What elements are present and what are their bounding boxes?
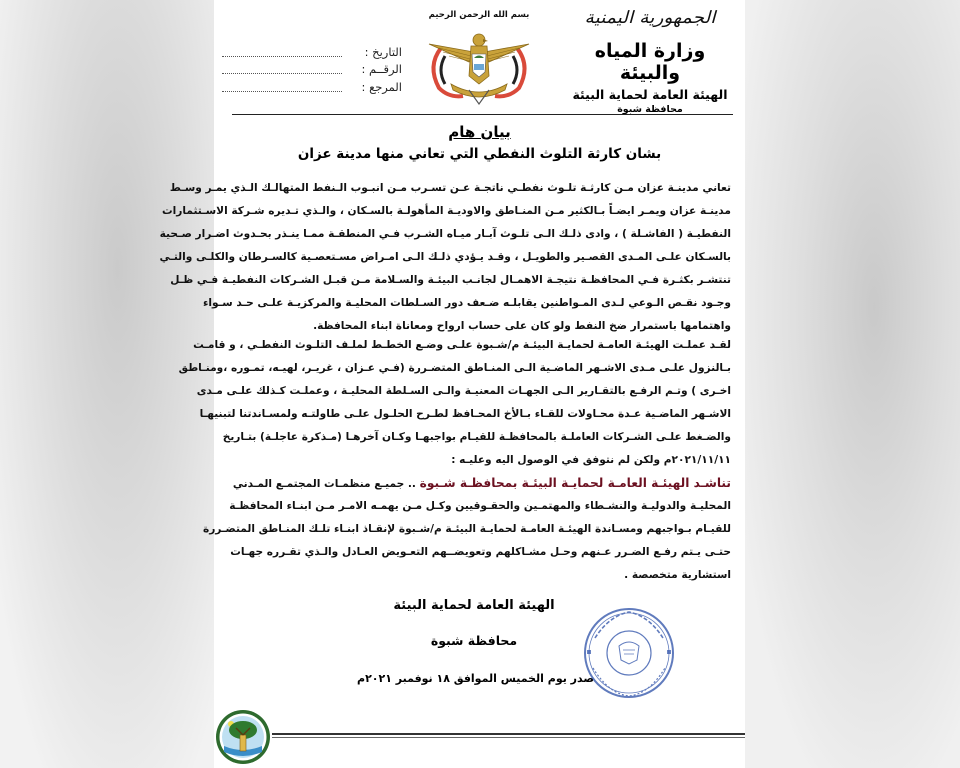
- header-divider: [232, 114, 733, 115]
- paragraph-line: بالسـكان علـى المـدى القصـير والطويـل ، وقـد يـؤدي ذلـك الـى امـراض مسـتعصـية كالسـرطان والكلـى والتـي: [159, 251, 731, 263]
- paragraph-line: للقيـام بـواجبهم ومسـاندة الهيئـة العامـة لحمايـة البيئـة م/شـبوة لإنقـاذ ابنـاء تلـك المنـاطق المتضـررة: [202, 523, 731, 535]
- paragraph-line: مدينـة عزان ويمـر ايضـاً بـالكثير مـن المنـاطق والاوديـة المأهولـة بالسـكان ، والـذي تـديره شـركة الاسـتثمارات: [162, 205, 731, 217]
- paragraph-3: [202, 472, 731, 587]
- document-subtitle: بشان كارثة التلوث النفطي التي تعاني منها مدينة عزان: [297, 146, 662, 162]
- document-title: [214, 123, 745, 141]
- reference-field[interactable]: [222, 78, 402, 96]
- paragraph-line: واهتمامها باستمرار ضخ النفط ولو كان على حساب ارواح ومعاناة ابناء المحافظة.: [313, 320, 731, 332]
- basmala: بسم الله الرحمن الرحيم: [428, 10, 530, 20]
- paragraph-line: لقـد عملـت الهيئـة العامـة لحمايـة البيئـة م/شـبوة علـى وضـع الخطـط لملـف التلـوث النفطـي ، و قامـت: [193, 339, 731, 351]
- appeal-rest: .. جميـع منظمـات المجتمـع المـدني: [232, 478, 420, 490]
- paragraph-line: استشارية متخصصة .: [624, 569, 731, 581]
- number-label: الرقــم :: [361, 62, 402, 77]
- ministry-name: وزارة المياه والبيئة: [594, 40, 706, 84]
- issue-date: صدر يوم الخميس الموافق ١٨ نوفمبر ٢٠٢١م: [357, 672, 594, 685]
- official-stamp-icon: [579, 598, 679, 708]
- signature-governorate: محافظة شبوة: [430, 633, 518, 648]
- date-label: التاريخ :: [364, 44, 402, 59]
- date-field[interactable]: [222, 43, 402, 61]
- paragraph-line: وجـود نقـص الـوعي لـدى المـواطنين يقابلـه ضـعف دور السـلطات المحليـة والمركزيـة علـى حـد سـواء: [202, 297, 731, 309]
- footer-divider-thin: [272, 737, 745, 738]
- paragraph-line: ٢٠٢١/١١/١١م ولكن لم نتوفق في الوصول اليه وعليـه :: [451, 454, 731, 466]
- governorate-name: محافظة شبوة: [617, 104, 683, 115]
- paragraph-1: [159, 177, 731, 338]
- yemen-eagle-emblem-icon: [419, 26, 539, 106]
- republic-name: الجمهورية اليمنية: [584, 8, 716, 28]
- number-blank: [222, 64, 342, 74]
- paragraph-line: حتـى يـتم رفـع الضـرر عـنهم وحـل مشـاكلهم وتعويضــهم التعـويض العـادل والـذي تقـرره جهـات: [230, 546, 731, 558]
- paragraph-line: بـالنزول علـى مـدى الاشـهر الماضـية الـى المنـاطق المتضـررة (فـي عـزان ، غريـر، لهيـه، تمـوره ،ومنـاطق: [178, 362, 731, 374]
- background-right: [745, 0, 960, 768]
- environment-tree-logo-icon: [214, 708, 272, 766]
- footer-divider: [272, 733, 745, 735]
- signature-authority: الهيئة العامة لحماية البيئة: [393, 598, 555, 613]
- document-title-text: بيان هام: [448, 123, 511, 141]
- document-page: [159, 0, 745, 768]
- letterhead-organization: [565, 6, 735, 115]
- paragraph-line: تعاني مدينـة عزان مـن كارثـة تلـوث نفطـي ناتجـة عـن تسـرب مـن انبـوب الـنفط المتهالـك الـذي يمـر وسـط: [169, 182, 731, 194]
- reference-label: المرجع :: [361, 79, 402, 94]
- paragraph-line: النفطيـة ( الفاشـلة ) ، وادى ذلـك الـى تلـوث آبـار ميـاه الشـرب فـي المنطقـة ممـا ينـذر بحـدوث اضـرار صـحية: [159, 228, 731, 240]
- reference-blank: [222, 82, 342, 92]
- number-field[interactable]: [222, 61, 402, 79]
- paragraph-line: المحليـة والدوليـة والنشـطاء والمهتمـين والحقـوقيين وكـل مـن يهمـه الامـر مـن ابنـاء المحافظـة: [229, 500, 731, 512]
- background-left: [0, 0, 214, 768]
- paragraph-line: والضـغط علـى الشـركات العاملـة بالمحافظـة للقيـام بواجبهـا وكـان آخرهـا (مـذكرة عاجلـة) بتـاريخ: [222, 431, 731, 443]
- paragraph-line: [234, 472, 731, 495]
- appeal-highlight: تناشـد الهيئـة العامـة لحمايـة البيئـة بمحافظـة شـبوة: [419, 476, 731, 490]
- paragraph-line: تنتشـر بكثـرة فـي المحافظـة نتيجـة الاهمـال لجانـب البيئـة والسـلامة مـن قبـل الشـركات النفطيـة فـي ظـل: [170, 274, 731, 286]
- paragraph-2: [178, 334, 731, 472]
- paragraph-line: الاشـهر الماضـية عـدة محـاولات للقـاء بـالأخ المحـافظ لطـرح الحلـول علـى طاولتـه ولمسـاندتنا لتبنيهـا: [199, 408, 731, 420]
- paragraph-line: اخـرى ) وتـم الرفـع بالتقـارير الـى الجهـات المعنيـة والـى السـلطة المحليـة ، وعملـت كـذلك علـى مـدى: [196, 385, 731, 397]
- date-blank: [222, 47, 342, 57]
- reference-fields: [222, 43, 402, 96]
- authority-name: الهيئة العامة لحماية البيئة: [572, 87, 728, 102]
